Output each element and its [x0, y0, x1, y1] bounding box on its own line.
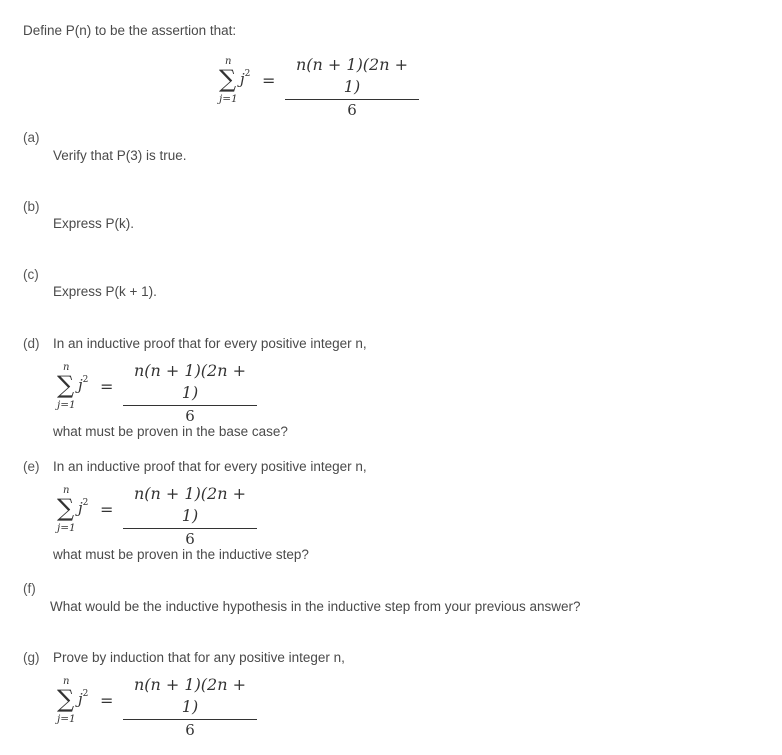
part-f-text: What would be the inductive hypothesis in the inductive step from your previous answer?: [50, 599, 581, 614]
part-c-label: (c): [23, 267, 39, 282]
part-a-text: Verify that P(3) is true.: [53, 148, 187, 163]
sum-formula-g: [57, 675, 267, 744]
sigma-symbol: ∑: [57, 371, 75, 399]
sigma-symbol: ∑: [57, 494, 75, 522]
sum-lower-limit: j=1: [57, 399, 76, 411]
fraction-numerator: n(n + 1)(2n + 1): [123, 483, 257, 529]
part-c-text: Express P(k + 1).: [53, 284, 157, 299]
part-d-text: In an inductive proof that for every positive integer n,: [53, 336, 367, 351]
sum-upper-limit: n: [63, 676, 70, 687]
sum-term: $j^2$: [78, 498, 89, 517]
part-e-text: In an inductive proof that for every positive integer n,: [53, 459, 367, 474]
sum-term: $j^2$: [78, 689, 89, 708]
sigma-symbol: ∑: [219, 65, 237, 93]
fraction: [285, 54, 419, 121]
fraction: [123, 360, 257, 427]
fraction-denominator: 6: [185, 721, 195, 739]
sum-lower-limit: j=1: [57, 522, 76, 534]
sum-term: $j^2$: [240, 69, 251, 88]
sum-formula-d: [57, 361, 267, 430]
equals-sign: =: [262, 71, 276, 90]
equals-sign: =: [100, 500, 114, 519]
part-e-label: (e): [23, 459, 40, 474]
intro-text: Define P(n) to be the assertion that:: [23, 23, 237, 38]
sum-formula-e: [57, 484, 267, 553]
fraction: [123, 483, 257, 550]
part-g-label: (g): [23, 650, 40, 665]
fraction-numerator: n(n + 1)(2n + 1): [123, 360, 257, 406]
equals-sign: =: [100, 691, 114, 710]
sum-lower-limit: j=1: [57, 713, 76, 725]
fraction-denominator: 6: [185, 407, 195, 425]
sum-formula-main: [219, 55, 429, 124]
part-b-label: (b): [23, 199, 40, 214]
sum-upper-limit: n: [63, 362, 70, 373]
fraction-denominator: 6: [347, 101, 357, 119]
part-g-text: Prove by induction that for any positive integer n,: [53, 650, 345, 665]
fraction-denominator: 6: [185, 530, 195, 548]
sum-lower-limit: j=1: [219, 93, 238, 105]
fraction-numerator: n(n + 1)(2n + 1): [285, 54, 419, 100]
part-a-label: (a): [23, 130, 40, 145]
sum-upper-limit: n: [225, 56, 232, 67]
sigma-symbol: ∑: [57, 685, 75, 713]
fraction: [123, 674, 257, 741]
fraction-numerator: n(n + 1)(2n + 1): [123, 674, 257, 720]
part-b-text: Express P(k).: [53, 216, 135, 231]
part-e-after: what must be proven in the inductive step?: [53, 547, 309, 562]
sum-term: $j^2$: [78, 375, 89, 394]
equals-sign: =: [100, 377, 114, 396]
part-d-after: what must be proven in the base case?: [53, 424, 288, 439]
part-f-label: (f): [23, 581, 36, 596]
sum-upper-limit: n: [63, 485, 70, 496]
part-d-label: (d): [23, 336, 40, 351]
